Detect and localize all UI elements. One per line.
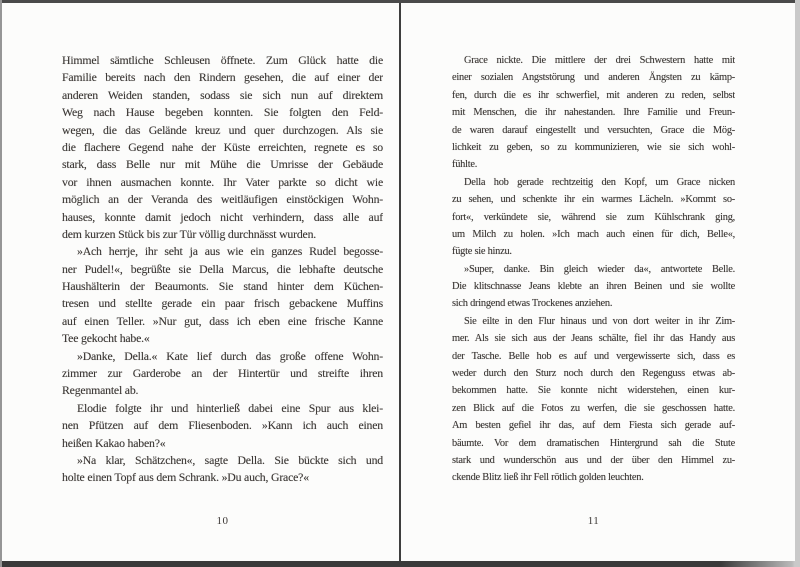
text-line: bekommen hatte. Sie konnte nicht widerstehen, einen kur- xyxy=(452,385,735,397)
text-line: mit Menschen, die ihr nahestanden. Ihre Familie und Freun- xyxy=(452,107,735,119)
text-line: Tee gekocht habe.« xyxy=(62,331,150,346)
text-line: dem kurzen Stück bis zur Tür völlig durchnässt wurden. xyxy=(62,226,317,241)
text-line: anderen Weiden standen, sodass sie sich nun auf direktem xyxy=(62,87,383,102)
text-line: ckende Blitz ließ ihr Fell rötlich golden leuchten. xyxy=(452,472,644,484)
text-line: Haushälterin der Beaumonts. Sie stand hinter dem Küchen- xyxy=(62,279,383,294)
text-line: Weg nach Hause begeben konnten. Sie folgten den Feld- xyxy=(62,105,383,120)
text-line: Sie eilte in den Flur hinaus und von dort weiter in ihr Zim- xyxy=(464,315,735,327)
page-right xyxy=(401,0,795,567)
text-line: Della hob gerade rechtzeitig den Kopf, um Grace nicken xyxy=(464,176,735,188)
page-right-text xyxy=(452,52,735,487)
text-line: Elodie folgte ihr und hinterließ dabei eine Spur aus klei- xyxy=(77,400,383,415)
text-line: lichkeit zu geben, so zu kommunizieren, wie sie sich wohl- xyxy=(452,141,735,153)
text-line: nen Pfützen auf dem Fliesenboden. »Kann ich auch einen xyxy=(62,418,383,433)
text-line: auf einen Teller. »Nur gut, dass ich eben eine frische Kanne xyxy=(62,313,383,328)
text-line: wegen, die das Gelände kreuz und quer durchzogen. Als sie xyxy=(62,122,383,137)
text-line: »Ach herrje, ihr seht ja aus wie ein ganzes Rudel begosse- xyxy=(77,244,383,259)
text-line: de waren darauf eingestellt und versuchten, Grace die Mög- xyxy=(452,124,735,136)
page-left-text xyxy=(62,52,383,487)
gutter-shadow xyxy=(399,0,401,561)
text-line: heißen Kakao haben?« xyxy=(62,435,166,450)
text-line: einer sozialen Angststörung und anderen Ängsten zu kämp- xyxy=(452,72,735,84)
text-line: Am besten gefiel ihr das, auf dem Fiesta sich gerade auf- xyxy=(452,420,735,432)
text-line: bäumte. Vor dem dramatischen Hintergrund sah die Stute xyxy=(452,437,735,449)
text-line: »Danke, Della.« Kate lief durch das große offene Wohn- xyxy=(77,348,383,363)
text-line: zimmer zur Garderobe an der Hintertür und streifte ihren xyxy=(62,366,383,381)
text-line: stark, dass Belle nur mit Mühe die Umrisse der Gebäude xyxy=(62,157,383,172)
page-number-right: 11 xyxy=(587,515,600,527)
text-line: Grace nickte. Die mittlere der drei Schwestern hatte mit xyxy=(464,55,735,66)
text-line: Die klitschnasse Jeans klebte an ihren Beinen und sie wollte xyxy=(452,281,735,293)
text-line: holte einen Topf aus dem Schrank. »Du auch, Grace?« xyxy=(62,470,309,485)
text-line: fen, durch die es ihr schwerfiel, mit anderen zu reden, selbst xyxy=(452,89,735,101)
text-line: der Tasche. Belle hob es auf und vergewisserte sich, dass es xyxy=(452,350,735,362)
text-line: fügte sie hinzu. xyxy=(452,246,512,258)
text-line: hauses, konnte damit jedoch nicht verhindern, dass alle auf xyxy=(62,209,383,224)
text-line: fort«, verkündete sie, während sie zum Kühlschrank ging, xyxy=(452,211,735,223)
text-line: zen Blick auf die Fotos zu werfen, die sie geschossen hatte. xyxy=(452,402,735,414)
text-line: weder durch den Sturz noch durch den Regenguss etwas ab- xyxy=(452,368,735,380)
text-line: möglich an der Veranda des weitläufigen einstöckigen Wohn- xyxy=(62,192,383,207)
text-line: »Na klar, Schätzchen«, sagte Della. Sie bückte sich und xyxy=(77,452,383,467)
text-line: mer. Als sie sich aus der Jeans schälte, fiel ihr das Handy aus xyxy=(452,333,735,345)
scan-edge-left xyxy=(0,0,2,567)
text-line: zu sehen, und schenkte ihr ein warmes Lächeln. »Kommt so- xyxy=(452,194,735,206)
text-line: ner Pudel!«, begrüßte sie Della Marcus, die lebhafte deutsche xyxy=(62,261,383,276)
text-line: fühlte. xyxy=(452,159,478,171)
text-line: vor ihnen ausmachen konnte. Ihr Vater parkte so dicht wie xyxy=(62,174,383,189)
page-number-left: 10 xyxy=(216,515,229,527)
scan-edge-top xyxy=(0,0,800,3)
text-line: Familie bereits nach den Rindern gesehen, die auf einer der xyxy=(62,70,383,85)
page-left xyxy=(2,0,399,567)
text-line: Himmel sämtliche Schleusen öffnete. Zum Glück hatte die xyxy=(62,53,383,67)
text-line: stark und wunderschön aus und der über den Himmel zu- xyxy=(452,454,735,466)
text-line: um Milch zu holen. »Ich mach auch einen für dich, Belle«, xyxy=(452,228,735,240)
text-line: »Super, danke. Bin gleich wieder da«, antwortete Belle. xyxy=(464,263,735,275)
text-line: tresen und stellte gerade ein paar frisch gebackene Muffins xyxy=(62,296,383,311)
text-line: die flachere Gegend nahe der Küste erreichten, regnete es so xyxy=(62,139,383,154)
scan-edge-bottom xyxy=(0,561,800,567)
scan-edge-right xyxy=(795,0,800,567)
text-line: Regenmantel ab. xyxy=(62,383,139,398)
text-line: sich dringend etwas Trockenes anziehen. xyxy=(452,298,613,310)
